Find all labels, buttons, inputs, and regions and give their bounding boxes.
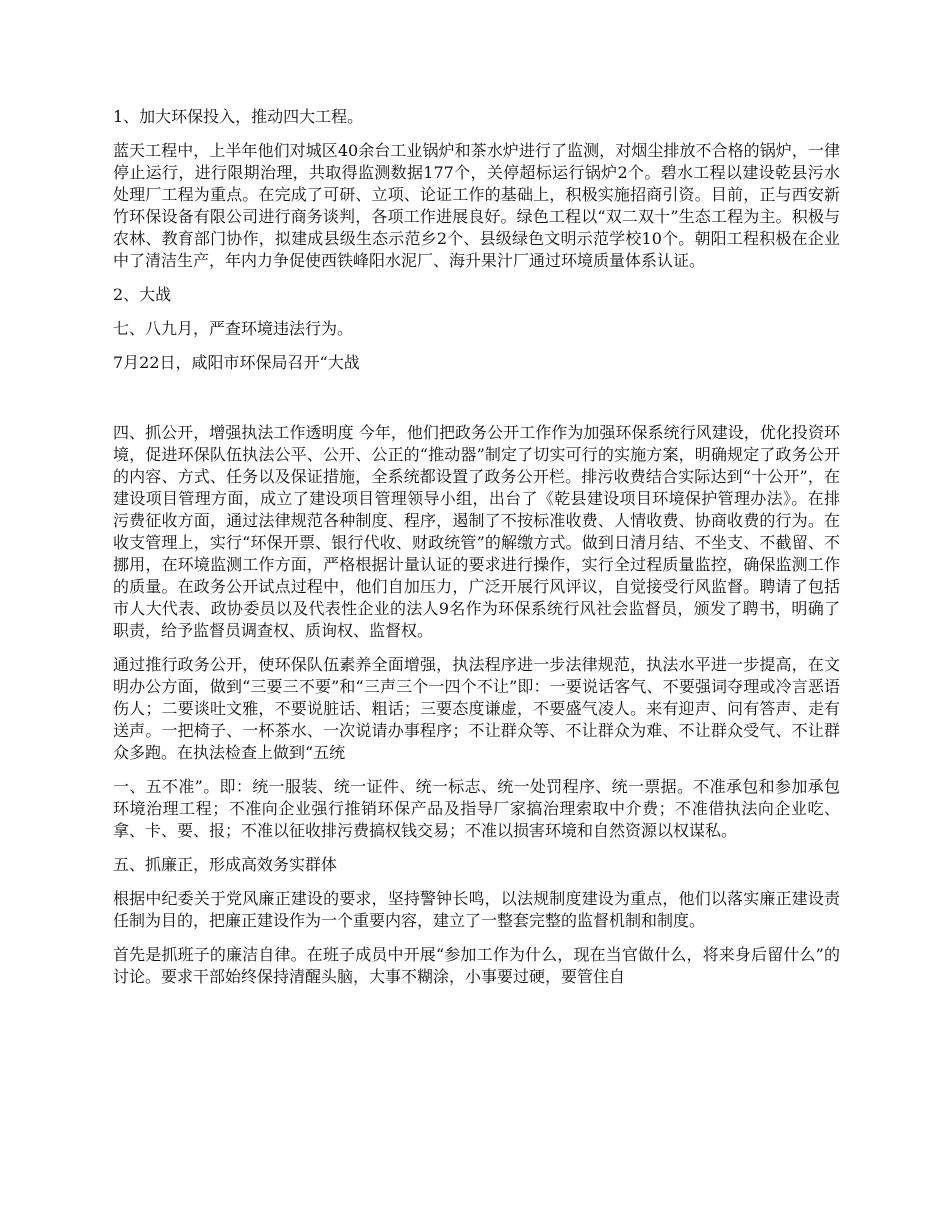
paragraph-five-prohibitions: 一、五不准”。即：统一服装、统一证件、统一标志、统一处罚程序、统一票据。不准承包和参加承包环境治理工程；不准向企业强行推销环保产品及指导厂家搞治理索取中介费；不准借执法向企业吃、拿、卡、要、报；不准以征收排污费搞权钱交易；不准以损害环境和自然资源以权谋私。 (113, 777, 840, 840)
section-heading-environmental-investment: 1、加大环保投入，推动四大工程。 (113, 107, 364, 126)
section-heading-integrity: 五、抓廉正，形成高效务实群体 (113, 855, 338, 874)
paragraph-july-meeting: 7月22日，咸阳市环保局召开“大战 (113, 353, 360, 372)
paragraph-four-projects: 蓝天工程中，上半年他们对城区40余台工业锅炉和茶水炉进行了监测，对烟尘排放不合格的锅炉，一律停止运行，进行限期治理，共取得监测数据177个，关停超标运行锅炉2个。碧水工程以建设乾县污水处理厂工程为重点。在完成了可研、立项、论证工作的基础上，积极实施招商引资。目前，正与西安新竹环保设备有限公司进行商务谈判，各项工作进展良好。绿色工程以“双二双十”生态工程为主。积极与农林、教育部门协作，拟建成县级生态示范乡2个、县级绿色文明示范学校10个。朝阳工程积极在企业中了清洁生产，年内力争促使西铁峰阳水泥厂、海升果汁厂通过环境质量体系认证。 (113, 141, 840, 270)
paragraph-civilized-office: 通过推行政务公开，使环保队伍素养全面增强，执法程序进一步法律规范，执法水平进一步提高，在文明办公方面，做到“三要三不要”和“三声三个一四个不让”即：一要说话客气、不要强词夺理或冷言恶语伤人；二要谈吐文雅，不要说脏话、粗话；三要态度谦虚，不要盛气凌人。来有迎声、问有答声、走有送声。一把椅子、一杯茶水、一次说请办事程序；不让群众等、不让群众为难、不让群众受气、不让群众多跑。在执法检查上做到“五统 (113, 655, 840, 762)
paragraph-supervision-mechanism: 根据中纪委关于党风廉正建设的要求，坚持警钟长鸣，以法规制度建设为重点，他们以落实廉正建设责任制为目的，把廉正建设作为一个重要内容，建立了一整套完整的监督机制和制度。 (113, 889, 840, 930)
paragraph-leadership-discipline: 首先是抓班子的廉洁自律。在班子成员中开展“参加工作为什么，现在当官做什么，将来身后留什么”的讨论。要求干部始终保持清醒头脑，大事不糊涂，小事要过硬，要管住自 (113, 945, 840, 986)
paragraph-transparency: 四、抓公开，增强执法工作透明度 今年，他们把政务公开工作作为加强环保系统行风建设，优化投资环境，促进环保队伍执法公平、公开、公正的“推动器”制定了切实可行的实施方案，明确规定了政务公开的内容、方式、任务以及保证措施，全系统都设置了政务公开栏。排污收费结合实际达到“十公开”，在建设项目管理方面，成立了建设项目管理领导小组，出台了《乾县建设项目环境保护管理办法》。在排污费征收方面，通过法律规范各种制度、程序，遏制了不按标准收费、人情收费、协商收费的行为。在收支管理上，实行“环保开票、银行代收、财政统管”的解缴方式。做到日清月结、不坐支、不截留、不挪用，在环境监测工作方面，严格根据计量认证的要求进行操作，实行全过程质量监控，确保监测工作的质量。在政务公开试点过程中，他们自加压力，广泛开展行风评议，自觉接受行风监督。聘请了包括市人大代表、政协委员以及代表性企业的法人9名作为环保系统行风社会监督员，颁发了聘书，明确了职责，给予监督员调查权、质询权、监督权。 (113, 423, 840, 640)
document-page (113, 106, 840, 1000)
paragraph-inspection-months: 七、八九月，严查环境违法行为。 (113, 319, 354, 338)
blank-gap (113, 386, 840, 422)
section-heading-campaign: 2、大战 (113, 285, 172, 304)
